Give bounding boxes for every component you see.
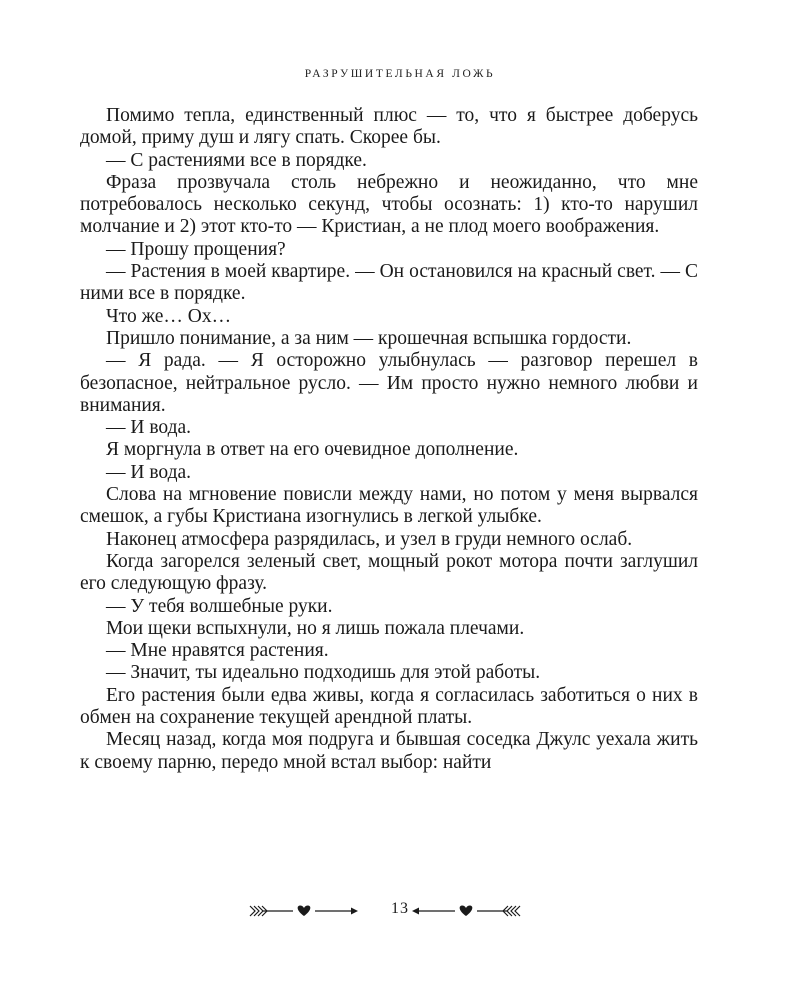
paragraph: — Значит, ты идеально подходишь для этой работы. bbox=[106, 662, 541, 684]
right-arrow-heart-ornament-icon bbox=[410, 902, 522, 920]
paragraph: Я моргнула в ответ на его очевидное дополнение. bbox=[106, 439, 519, 461]
paragraph: — Я рада. — Я осторожно улыбнулась — разговор перешел в безопасное, нейтральное русло. — Им просто нужно немного любви и внимания. bbox=[80, 350, 698, 416]
paragraph: Когда загорелся зеленый свет, мощный рокот мотора почти заглушил его следующую фразу. bbox=[80, 550, 698, 595]
paragraph: — И вода. bbox=[106, 417, 192, 439]
paragraph: Пришло понимание, а за ним — крошечная вспышка гордости. bbox=[106, 327, 632, 349]
paragraph: — У тебя волшебные руки. bbox=[106, 595, 333, 617]
paragraph: Мои щеки вспыхнули, но я лишь пожала плечами. bbox=[106, 617, 525, 639]
paragraph: Месяц назад, когда моя подруга и бывшая соседка Джулс уехала жить к своему парню, передо мной встал выбор: найти bbox=[80, 729, 698, 773]
paragraph: Фраза прозвучала столь небрежно и неожиданно, что мне потребовалось несколько секунд, чтобы осознать: 1) кто-то нарушил молчание и 2) этот кто-то — Кристиан, а не плод моего воображения. bbox=[80, 171, 698, 238]
paragraph: Слова на мгновение повисли между нами, но потом у меня вырвался смешок, а губы Кристиана изогнулись в легкой улыбке. bbox=[80, 484, 698, 528]
paragraph: — С растениями все в порядке. bbox=[106, 149, 367, 171]
page-number: 13 bbox=[391, 900, 409, 917]
paragraph: Его растения были едва живы, когда я согласилась заботиться о них в обмен на сохранение текущей арендной платы. bbox=[80, 684, 698, 729]
paragraph: — Мне нравятся растения. bbox=[106, 640, 329, 662]
paragraph: Что же… Ох… bbox=[106, 305, 232, 327]
paragraph: Наконец атмосфера разрядилась, и узел в груди немного ослаб. bbox=[106, 528, 633, 550]
paragraph: — И вода. bbox=[106, 461, 192, 483]
page-footer bbox=[0, 900, 800, 924]
left-arrow-heart-ornament-icon bbox=[248, 902, 360, 920]
body-text bbox=[80, 105, 698, 774]
paragraph: — Прошу прощения? bbox=[106, 238, 286, 260]
paragraph: — Растения в моей квартире. — Он остановился на красный свет. — С ними все в порядке. bbox=[80, 261, 698, 305]
running-head: РАЗРУШИТЕЛЬНАЯ ЛОЖЬ bbox=[304, 68, 496, 80]
paragraph: Помимо тепла, единственный плюс — то, что я быстрее доберусь домой, приму душ и лягу спать. Скорее бы. bbox=[80, 105, 698, 149]
